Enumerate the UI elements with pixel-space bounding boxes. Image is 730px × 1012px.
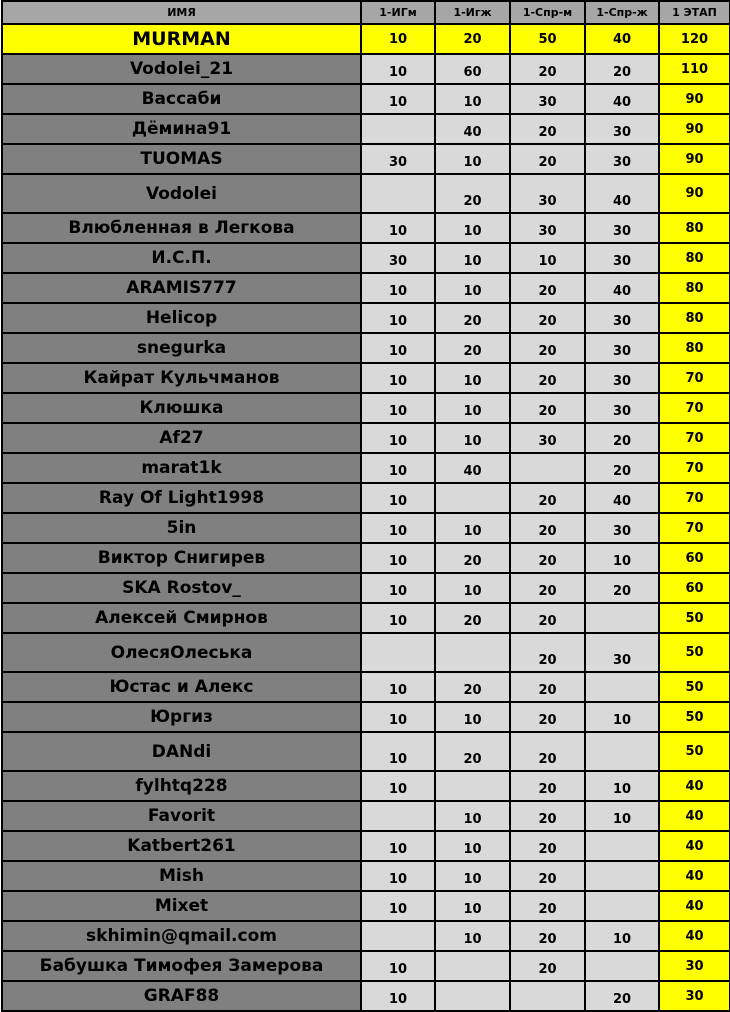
score-ig-m: 10 — [361, 981, 435, 1011]
score-spr-m: 20 — [510, 573, 585, 603]
participant-name: Mish — [2, 861, 361, 891]
score-ig-w — [435, 771, 510, 801]
participant-name: Кайрат Кульчманов — [2, 363, 361, 393]
stage-total: 80 — [659, 303, 730, 333]
score-ig-m: 10 — [361, 423, 435, 453]
participant-name: Helicop — [2, 303, 361, 333]
stage-total: 90 — [659, 84, 730, 114]
score-ig-m — [361, 633, 435, 672]
table-row — [2, 393, 730, 423]
score-ig-w: 10 — [435, 831, 510, 861]
score-spr-m: 20 — [510, 483, 585, 513]
score-spr-m — [510, 453, 585, 483]
participant-name: GRAF88 — [2, 981, 361, 1011]
score-spr-m: 20 — [510, 891, 585, 921]
table-row — [2, 363, 730, 393]
score-ig-m: 10 — [361, 54, 435, 84]
table-row — [2, 831, 730, 861]
participant-name: Ray Of Light1998 — [2, 483, 361, 513]
score-ig-w: 10 — [435, 273, 510, 303]
score-spr-w: 30 — [585, 633, 659, 672]
score-ig-m: 10 — [361, 513, 435, 543]
score-ig-w: 10 — [435, 213, 510, 243]
score-spr-w: 30 — [585, 114, 659, 144]
stage-total: 120 — [659, 24, 730, 54]
score-ig-m: 10 — [361, 483, 435, 513]
score-ig-w: 10 — [435, 393, 510, 423]
score-spr-m: 20 — [510, 633, 585, 672]
score-spr-w: 30 — [585, 144, 659, 174]
score-ig-w: 10 — [435, 363, 510, 393]
score-ig-w: 20 — [435, 303, 510, 333]
stage-total: 70 — [659, 513, 730, 543]
table-row — [2, 333, 730, 363]
score-spr-w — [585, 891, 659, 921]
stage-total: 40 — [659, 891, 730, 921]
score-ig-m: 30 — [361, 144, 435, 174]
score-ig-w: 20 — [435, 333, 510, 363]
score-spr-w: 20 — [585, 453, 659, 483]
score-spr-w: 30 — [585, 333, 659, 363]
score-ig-m: 30 — [361, 243, 435, 273]
stage-total: 50 — [659, 633, 730, 672]
score-ig-m: 10 — [361, 951, 435, 981]
stage-total: 80 — [659, 213, 730, 243]
participant-name: Клюшка — [2, 393, 361, 423]
score-spr-m: 30 — [510, 423, 585, 453]
score-spr-m: 30 — [510, 174, 585, 213]
table-row — [2, 801, 730, 831]
score-spr-w: 40 — [585, 174, 659, 213]
score-spr-m: 10 — [510, 243, 585, 273]
stage-total: 60 — [659, 543, 730, 573]
score-ig-m: 10 — [361, 603, 435, 633]
score-spr-m: 20 — [510, 672, 585, 702]
score-spr-w: 20 — [585, 573, 659, 603]
stage-total: 40 — [659, 861, 730, 891]
participant-name: SKA Rostov_ — [2, 573, 361, 603]
table-row — [2, 921, 730, 951]
score-spr-w: 20 — [585, 423, 659, 453]
participant-name: Vodolei_21 — [2, 54, 361, 84]
score-ig-m: 10 — [361, 333, 435, 363]
score-spr-w — [585, 603, 659, 633]
score-spr-w — [585, 672, 659, 702]
participant-name: skhimin@qmail.com — [2, 921, 361, 951]
stage-total: 50 — [659, 732, 730, 771]
score-ig-w: 10 — [435, 144, 510, 174]
stage-total: 80 — [659, 333, 730, 363]
score-ig-w: 20 — [435, 603, 510, 633]
table-row — [2, 84, 730, 114]
participant-name: TUOMAS — [2, 144, 361, 174]
score-ig-w: 40 — [435, 114, 510, 144]
score-ig-m: 10 — [361, 273, 435, 303]
stage-total: 90 — [659, 114, 730, 144]
score-spr-w: 10 — [585, 921, 659, 951]
table-row — [2, 213, 730, 243]
stage-total: 40 — [659, 801, 730, 831]
score-ig-w — [435, 981, 510, 1011]
table-row — [2, 453, 730, 483]
table-row — [2, 573, 730, 603]
table-row — [2, 951, 730, 981]
participant-name: Влюбленная в Легкова — [2, 213, 361, 243]
header-spr-w: 1-Спр-ж — [585, 1, 659, 24]
participant-name: MURMAN — [2, 24, 361, 54]
score-spr-m: 20 — [510, 303, 585, 333]
score-ig-w — [435, 633, 510, 672]
participant-name: Бабушка Тимофея Замерова — [2, 951, 361, 981]
stage-total: 80 — [659, 273, 730, 303]
score-spr-w: 10 — [585, 543, 659, 573]
participant-name: fylhtq228 — [2, 771, 361, 801]
score-ig-w: 10 — [435, 891, 510, 921]
stage-total: 30 — [659, 951, 730, 981]
score-spr-m: 20 — [510, 513, 585, 543]
table-row — [2, 633, 730, 672]
stage-total: 50 — [659, 672, 730, 702]
score-spr-m: 20 — [510, 861, 585, 891]
participant-name: Дёмина91 — [2, 114, 361, 144]
score-ig-m: 10 — [361, 891, 435, 921]
score-spr-w: 30 — [585, 213, 659, 243]
participant-name: Алексей Смирнов — [2, 603, 361, 633]
score-ig-m: 10 — [361, 573, 435, 603]
table-row — [2, 672, 730, 702]
score-spr-m: 20 — [510, 273, 585, 303]
results-table — [1, 0, 730, 1012]
table-row — [2, 513, 730, 543]
stage-total: 90 — [659, 174, 730, 213]
score-ig-w: 20 — [435, 543, 510, 573]
score-ig-m: 10 — [361, 393, 435, 423]
score-ig-m: 10 — [361, 702, 435, 732]
score-spr-m: 20 — [510, 54, 585, 84]
table-row — [2, 861, 730, 891]
table-row — [2, 273, 730, 303]
score-ig-w: 10 — [435, 243, 510, 273]
score-spr-m: 50 — [510, 24, 585, 54]
score-ig-m: 10 — [361, 831, 435, 861]
score-spr-w — [585, 861, 659, 891]
score-spr-m: 20 — [510, 543, 585, 573]
table-row — [2, 54, 730, 84]
participant-name: Vodolei — [2, 174, 361, 213]
score-ig-w: 10 — [435, 423, 510, 453]
score-ig-w: 10 — [435, 861, 510, 891]
score-spr-m: 20 — [510, 702, 585, 732]
score-spr-w: 40 — [585, 24, 659, 54]
table-row — [2, 243, 730, 273]
header-row — [2, 1, 730, 24]
score-spr-w — [585, 732, 659, 771]
score-spr-w: 40 — [585, 483, 659, 513]
score-spr-w: 20 — [585, 54, 659, 84]
score-ig-m: 10 — [361, 672, 435, 702]
participant-name: 5in — [2, 513, 361, 543]
participant-name: ARAMIS777 — [2, 273, 361, 303]
score-ig-w: 60 — [435, 54, 510, 84]
stage-total: 30 — [659, 981, 730, 1011]
participant-name: Af27 — [2, 423, 361, 453]
score-spr-w: 30 — [585, 513, 659, 543]
stage-total: 80 — [659, 243, 730, 273]
stage-total: 70 — [659, 423, 730, 453]
score-spr-w: 30 — [585, 303, 659, 333]
table-row — [2, 303, 730, 333]
score-ig-w — [435, 951, 510, 981]
header-stage-total: 1 ЭТАП — [659, 1, 730, 24]
header-ig-w: 1-Игж — [435, 1, 510, 24]
participant-name: И.С.П. — [2, 243, 361, 273]
header-name: ИМЯ — [2, 1, 361, 24]
stage-total: 50 — [659, 702, 730, 732]
score-ig-w: 10 — [435, 921, 510, 951]
score-ig-m: 10 — [361, 24, 435, 54]
score-spr-m: 20 — [510, 831, 585, 861]
score-spr-w: 10 — [585, 771, 659, 801]
score-spr-w: 20 — [585, 981, 659, 1011]
stage-total: 70 — [659, 483, 730, 513]
stage-total: 90 — [659, 144, 730, 174]
stage-total: 110 — [659, 54, 730, 84]
participant-name: ОлесяОлеська — [2, 633, 361, 672]
participant-name: Katbert261 — [2, 831, 361, 861]
score-spr-m: 20 — [510, 732, 585, 771]
score-ig-m — [361, 921, 435, 951]
score-spr-w: 30 — [585, 393, 659, 423]
participant-name: Favorit — [2, 801, 361, 831]
score-spr-m: 20 — [510, 393, 585, 423]
score-ig-m: 10 — [361, 732, 435, 771]
score-spr-w — [585, 831, 659, 861]
score-spr-m: 20 — [510, 951, 585, 981]
table-row — [2, 24, 730, 54]
score-ig-w: 20 — [435, 24, 510, 54]
score-ig-m: 10 — [361, 543, 435, 573]
score-spr-w: 10 — [585, 801, 659, 831]
score-spr-m: 20 — [510, 333, 585, 363]
participant-name: Mixet — [2, 891, 361, 921]
table-row — [2, 423, 730, 453]
score-ig-w: 10 — [435, 801, 510, 831]
score-spr-w: 40 — [585, 84, 659, 114]
score-ig-w: 10 — [435, 573, 510, 603]
header-ig-m: 1-ИГм — [361, 1, 435, 24]
score-spr-m: 30 — [510, 84, 585, 114]
score-ig-w: 10 — [435, 84, 510, 114]
table-row — [2, 483, 730, 513]
score-spr-m: 20 — [510, 144, 585, 174]
score-ig-m: 10 — [361, 303, 435, 333]
score-spr-m: 20 — [510, 603, 585, 633]
score-spr-m: 30 — [510, 213, 585, 243]
score-ig-m: 10 — [361, 771, 435, 801]
table-row — [2, 114, 730, 144]
table-row — [2, 702, 730, 732]
score-ig-m — [361, 174, 435, 213]
score-spr-w: 40 — [585, 273, 659, 303]
score-spr-m: 20 — [510, 363, 585, 393]
participant-name: Юстас и Алекс — [2, 672, 361, 702]
stage-total: 70 — [659, 393, 730, 423]
score-ig-w: 10 — [435, 513, 510, 543]
score-ig-m: 10 — [361, 861, 435, 891]
stage-total: 70 — [659, 363, 730, 393]
participant-name: Юргиз — [2, 702, 361, 732]
score-ig-w: 10 — [435, 702, 510, 732]
stage-total: 60 — [659, 573, 730, 603]
table-body — [2, 24, 730, 1011]
score-spr-w: 30 — [585, 363, 659, 393]
table-row — [2, 543, 730, 573]
score-ig-w: 40 — [435, 453, 510, 483]
participant-name: snegurka — [2, 333, 361, 363]
score-ig-m: 10 — [361, 453, 435, 483]
score-ig-w: 20 — [435, 174, 510, 213]
table-row — [2, 891, 730, 921]
stage-total: 50 — [659, 603, 730, 633]
participant-name: Виктор Снигирев — [2, 543, 361, 573]
score-ig-w: 20 — [435, 672, 510, 702]
score-spr-m — [510, 981, 585, 1011]
header-spr-m: 1-Спр-м — [510, 1, 585, 24]
stage-total: 40 — [659, 831, 730, 861]
score-ig-m: 10 — [361, 213, 435, 243]
score-spr-m: 20 — [510, 771, 585, 801]
score-spr-m: 20 — [510, 921, 585, 951]
score-ig-m — [361, 114, 435, 144]
score-ig-m — [361, 801, 435, 831]
table-row — [2, 603, 730, 633]
table-row — [2, 174, 730, 213]
score-spr-m: 20 — [510, 114, 585, 144]
score-spr-w: 10 — [585, 702, 659, 732]
score-ig-m: 10 — [361, 363, 435, 393]
table-row — [2, 144, 730, 174]
score-ig-w — [435, 483, 510, 513]
score-ig-w: 20 — [435, 732, 510, 771]
stage-total: 40 — [659, 921, 730, 951]
score-spr-w: 30 — [585, 243, 659, 273]
stage-total: 40 — [659, 771, 730, 801]
score-spr-w — [585, 951, 659, 981]
table-row — [2, 981, 730, 1011]
participant-name: marat1k — [2, 453, 361, 483]
table-row — [2, 732, 730, 771]
score-ig-m: 10 — [361, 84, 435, 114]
table-row — [2, 771, 730, 801]
participant-name: DANdi — [2, 732, 361, 771]
stage-total: 70 — [659, 453, 730, 483]
participant-name: Вассаби — [2, 84, 361, 114]
score-spr-m: 20 — [510, 801, 585, 831]
